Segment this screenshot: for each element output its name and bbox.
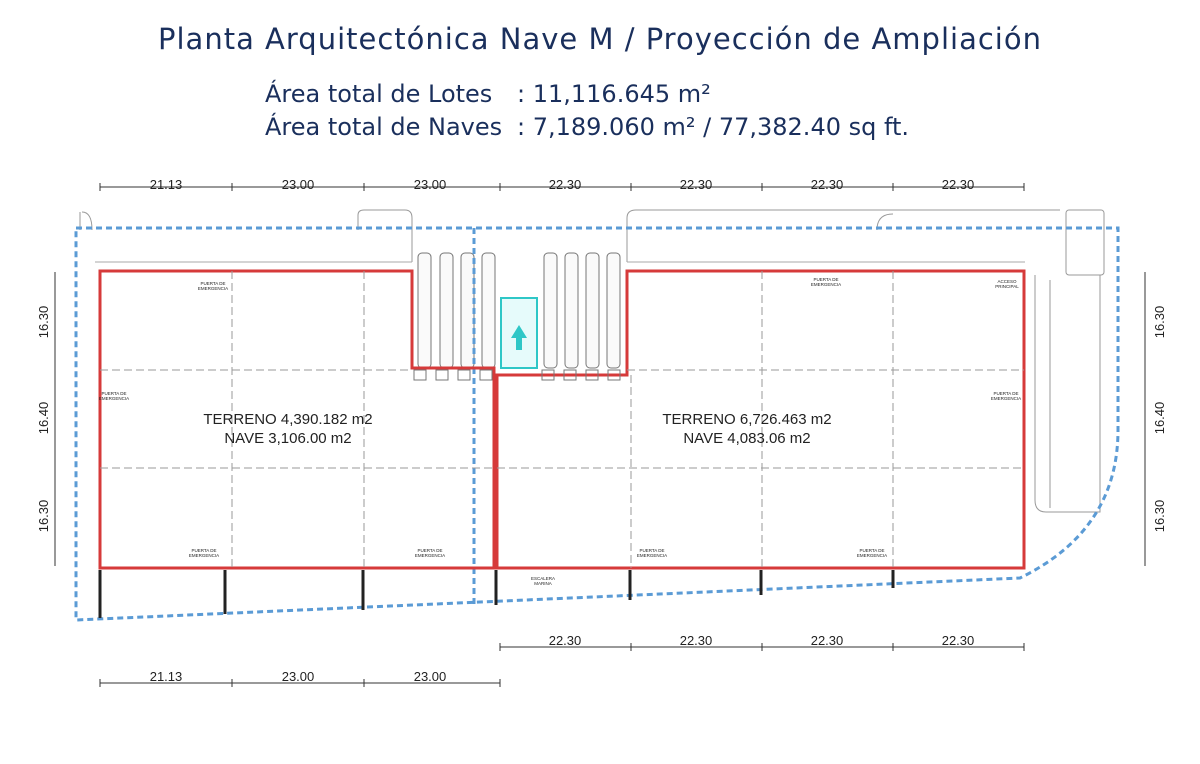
right-terreno-label: TERRENO 6,726.463 m2: [662, 411, 832, 428]
door-label-5a: PUERTA DE: [191, 548, 217, 553]
door-label-2a: PUERTA DE: [813, 277, 839, 282]
area-lotes-label: Área total de Lotes: [265, 80, 493, 108]
dim-left-2: 16.40: [36, 401, 51, 435]
left-nave-label: NAVE 3,106.00 m2: [224, 430, 352, 447]
dim-top-5: 22.30: [679, 177, 713, 192]
dim-right-3: 16.30: [1152, 499, 1167, 533]
dim-top-7: 22.30: [941, 177, 975, 192]
right-nave-label: NAVE 4,083.06 m2: [683, 430, 811, 447]
dim-bottom-right-1: 22.30: [548, 633, 582, 648]
access-label-b: PRINCIPAL: [995, 284, 1019, 289]
columns: [100, 570, 893, 618]
dim-bottom-right-4: 22.30: [941, 633, 975, 648]
stair-label-b: MARINA: [534, 581, 552, 586]
door-label-1a: PUERTA DE: [200, 281, 226, 286]
dim-right-1: 16.30: [1152, 305, 1167, 339]
area-lotes-value: : 11,116.645 m²: [517, 80, 711, 108]
dim-bottom-left-1: 21.13: [149, 669, 183, 684]
dim-top-2: 23.00: [281, 177, 315, 192]
page-title: Planta Arquitectónica Nave M / Proyección de Ampliación: [158, 22, 1042, 56]
access-label-a: ACCESO: [997, 279, 1017, 284]
dim-bottom-left-3: 23.00: [413, 669, 447, 684]
dim-top-3: 23.00: [413, 177, 447, 192]
door-label-8b: EMERGENCIA: [856, 553, 888, 558]
door-label-1b: EMERGENCIA: [197, 286, 229, 291]
dim-top-4: 22.30: [548, 177, 582, 192]
door-label-5b: EMERGENCIA: [188, 553, 220, 558]
door-label-6a: PUERTA DE: [417, 548, 443, 553]
area-naves-label: Área total de Naves: [265, 113, 503, 141]
door-label-3a: PUERTA DE: [101, 391, 127, 396]
door-label-3b: EMERGENCIA: [98, 396, 130, 401]
dim-bottom-right-3: 22.30: [810, 633, 844, 648]
dimension-lines: [55, 187, 1145, 683]
door-label-2b: EMERGENCIA: [810, 282, 842, 287]
ramp: [501, 298, 537, 368]
dim-top-6: 22.30: [810, 177, 844, 192]
stair-label-a: ESCALERA: [530, 576, 556, 581]
door-label-4b: EMERGENCIA: [990, 396, 1022, 401]
left-terreno-label: TERRENO 4,390.182 m2: [203, 411, 373, 428]
door-label-7a: PUERTA DE: [639, 548, 665, 553]
door-label-4a: PUERTA DE: [993, 391, 1019, 396]
door-label-7b: EMERGENCIA: [636, 553, 668, 558]
area-naves-value: : 7,189.060 m² / 77,382.40 sq ft.: [517, 113, 910, 141]
dim-top-1: 21.13: [149, 177, 183, 192]
door-label-8a: PUERTA DE: [859, 548, 885, 553]
dim-right-2: 16.40: [1152, 401, 1167, 435]
door-label-6b: EMERGENCIA: [414, 553, 446, 558]
dim-left-3: 16.30: [36, 499, 51, 533]
dim-bottom-left-2: 23.00: [281, 669, 315, 684]
dim-bottom-right-2: 22.30: [679, 633, 713, 648]
dim-left-1: 16.30: [36, 305, 51, 339]
